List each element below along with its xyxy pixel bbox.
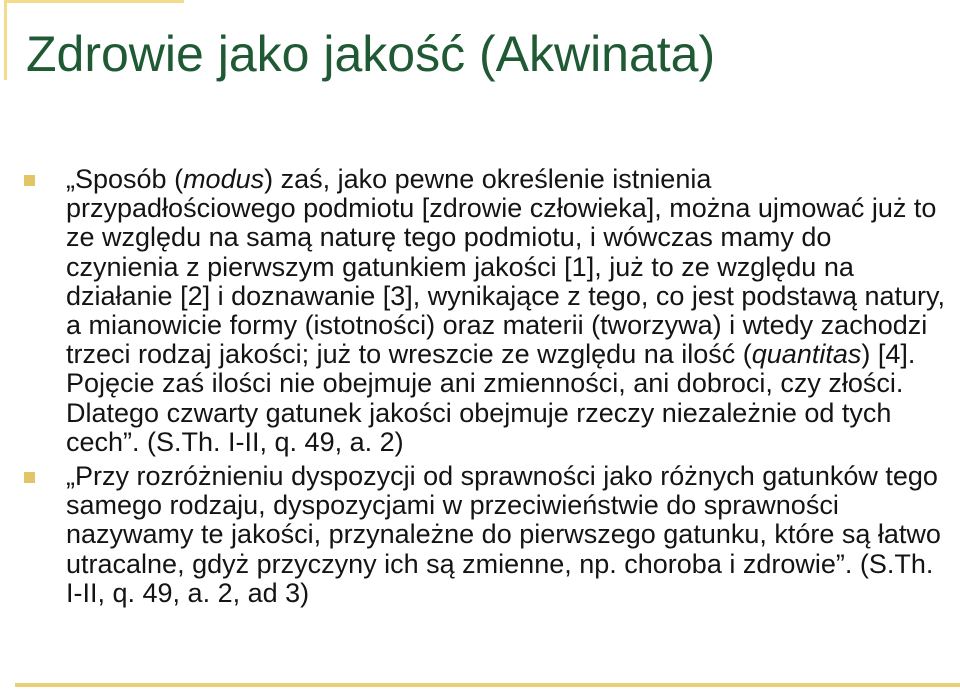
bullet-text-1	[66, 165, 946, 457]
square-bullet-icon	[24, 472, 35, 483]
text-segment: ) zaś, jako pewne określenie istnienia przypadłościowego podmiotu [zdrowie człowieka], można ujmować już to ze względu na samą naturę tego podmiotu, i wówczas mamy do czynienia z pierwszym gatunkiem jakości [1], już to ze względu na działanie [2] i doznawanie [3], wynikające z tego, co jest podstawą natury, a mianowicie formy (istotności) oraz materii (tworzywa) i wtedy zachodzi trzeci rodzaj jakości; już to wreszcie ze względu na ilość (	[66, 164, 946, 370]
bullet-item-2	[0, 462, 960, 608]
italic-term-quantitas: quantitas	[751, 339, 862, 370]
corner-accent-horizontal	[4, 0, 184, 3]
bottom-accent-rule	[15, 683, 960, 687]
slide-title: Zdrowie jako jakość (Akwinata)	[26, 26, 716, 82]
square-bullet-icon	[24, 175, 35, 186]
text-segment: „Sposób (	[66, 164, 184, 194]
text-segment: ) [4]. Pojęcie zaś ilości nie obejmuje ani zmienności, ani dobroci, czy złości. Dlatego czwarty gatunek jakości obejmuje rzeczy niezależnie od tych cech”. (S.Th. I-II, q. 49, a. 2)	[66, 339, 916, 457]
text-segment: „Przy rozróżnieniu dyspozycji od sprawności jako różnych gatunków tego samego rodzaju, dyspozycjami w przeciwieństwie do sprawności nazywamy te jakości, przynależne do pierwszego gatunku, które są łatwo utracalne, gdyż przyczyny ich są zmienne, np. choroba i zdrowie”. (S.Th. I-II, q. 49, a. 2, ad 3)	[66, 461, 941, 608]
italic-term-modus: modus	[183, 164, 265, 194]
corner-accent-vertical	[4, 0, 7, 80]
bullet-list	[0, 165, 960, 608]
bullet-text-2	[66, 462, 946, 608]
bullet-item-1	[0, 165, 960, 457]
